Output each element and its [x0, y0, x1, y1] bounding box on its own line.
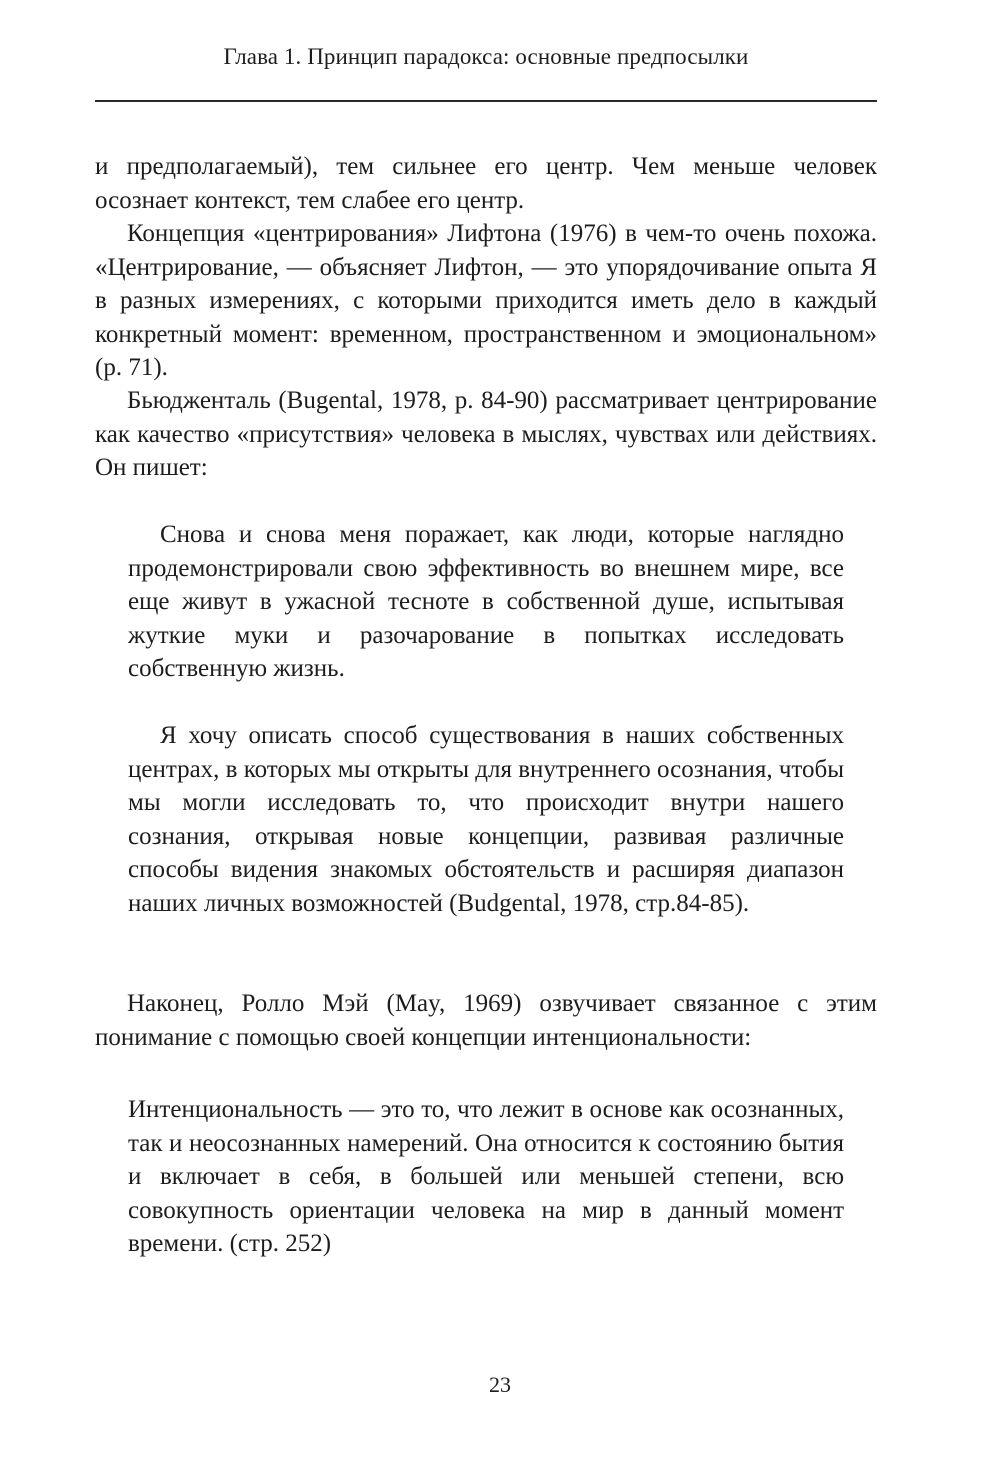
paragraph-may: Наконец, Ролло Мэй (May, 1969) озвучивает связанное с этим понимание с помощью своей концепции интенциональности: [95, 990, 877, 1051]
header-rule [95, 100, 877, 102]
page-number: 23 [489, 1372, 511, 1397]
paragraph-continuation: и предполагаемый), тем сильнее его центр. Чем меньше человек осознает контекст, тем слабее его центр. [95, 153, 877, 214]
block-quote-bugental-2: Я хочу описать способ существования в наших собственных центрах, в которых мы открыты для внутреннего осознания, чтобы мы могли исследовать то, что происходит внутри нашего сознания, открывая новые концепции, развивая различные способы видения знакомых обстоятельств и расширяя диапазон наших личных возможностей (Budgental, 1978, стр.84-85). [128, 722, 845, 917]
running-head-title: Глава 1. Принцип парадокса: основные предпосылки [223, 44, 749, 69]
block-quote-bugental-1: Снова и снова меня поражает, как люди, которые наглядно продемонстрировали свою эффективность во внешнем мире, все еще живут в ужасной тесноте в собственной душе, испытывая жуткие муки и разочарование в попытках исследовать собственную жизнь. [128, 521, 844, 682]
paragraph-bugental: Бьюдженталь (Bugental, 1978, p. 84-90) рассматривает центрирование как качество «присутствия» человека в мыслях, чувствах или действиях. Он пишет: [95, 387, 877, 481]
paragraph-lifton: Концепция «центрирования» Лифтона (1976) в чем-то очень похожа. «Центрирование, — объясняет Лифтон, — это упорядочивание опыта Я в разных измерениях, с которыми приходится иметь дело в каждый конкретный момент: временном, пространственном и эмоциональном» (p. 71). [95, 220, 877, 381]
block-quote-may: Интенциональность — это то, что лежит в основе как осознанных, так и неосознанных намерений. Она относится к состоянию бытия и включает в себя, в большей или меньшей степени, всю совокупность ориентации человека на мир в данный момент времени. (стр. 252) [128, 1096, 844, 1257]
